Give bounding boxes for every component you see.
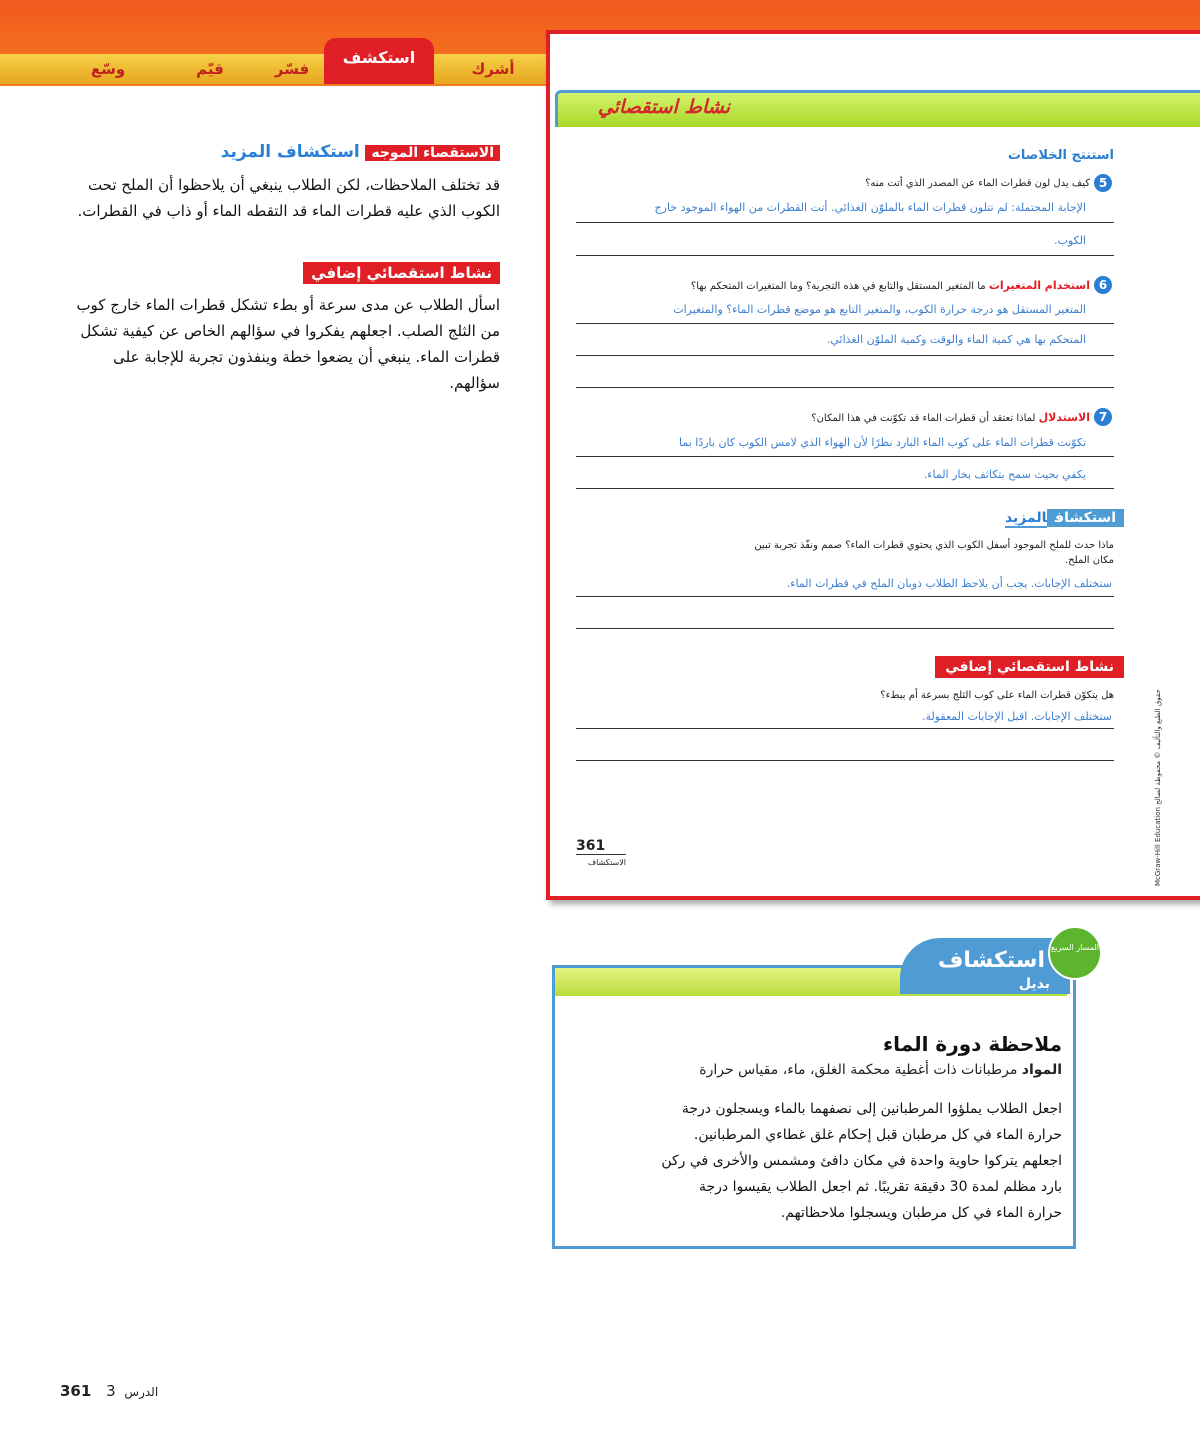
instruction-line: حرارة الماء في كل مرطبان ويسجلوا ملاحظاتهم. xyxy=(780,1205,1062,1221)
question-7-question: لماذا تعتقد أن قطرات الماء قد تكوّنت في هذا المكان؟ xyxy=(811,413,1036,424)
instruction-line: حرارة الماء في كل مرطبان قبل إحكام غلق غطاءي المرطبانين. xyxy=(693,1127,1062,1143)
fast-track-badge-text: المسار السريع xyxy=(1051,943,1099,952)
extra-activity-tag-right: نشاط استقصائي إضافي xyxy=(935,656,1124,678)
question-7-skill-label: الاستدلال xyxy=(1038,411,1090,424)
materials-text: مرطبانات ذات أغطية محكمة الغلق، ماء، مقياس حرارة xyxy=(699,1062,1018,1078)
question-5-text: كيف يدل لون قطرات الماء عن المصدر الذي أتت منه؟ xyxy=(865,178,1090,189)
materials-label: المواد xyxy=(1021,1062,1062,1078)
question-number-5: 5 xyxy=(1094,174,1112,192)
question-6-skill-label: استخدام المتغيرات xyxy=(988,279,1090,292)
left-extra-activity-tag: نشاط استقصائي إضافي xyxy=(303,262,500,284)
answer-rule xyxy=(576,456,1114,457)
answer-rule xyxy=(576,596,1114,597)
answer-rule xyxy=(576,628,1114,629)
explore-more-tag-b: المزيد xyxy=(1004,510,1047,526)
question-number-6: 6 xyxy=(1094,276,1112,294)
answer-rule xyxy=(576,222,1114,223)
conclusions-heading: استنتج الخلاصات xyxy=(1007,148,1114,163)
student-page-label: الاستكشاف xyxy=(587,858,626,867)
question-7-answer-line1: تكوّنت قطرات الماء على كوب الماء البارد نظرًا لأن الهواء الذي لامس الكوب كان باردًا بما xyxy=(679,436,1086,449)
footer xyxy=(60,1382,180,1400)
guided-inquiry-tag: الاستقصاء الموجه xyxy=(365,145,500,161)
answer-rule xyxy=(576,728,1114,729)
question-number-7: 7 xyxy=(1094,408,1112,426)
tab-extend[interactable]: وسّع xyxy=(90,60,126,78)
footer-page-number: 361 xyxy=(60,1382,92,1400)
explore-more-question-line2: مكان الملح. xyxy=(1065,555,1114,566)
tab-explain[interactable]: فسّر xyxy=(274,60,310,78)
alternative-explore-title: استكشاف xyxy=(937,948,1045,973)
explore-more-tag-a: استكشاف xyxy=(1047,509,1124,527)
student-page-number: 361 xyxy=(576,838,626,855)
tab-engage[interactable]: أشرك xyxy=(471,60,515,78)
copyright-note: McGraw-Hill Education حقوق الطبع والتأليف © محفوظة لصالح xyxy=(1154,689,1162,886)
left-paragraph-2: اسأل الطلاب عن مدى سرعة أو بطء تشكل قطرات الماء خارج كوب من الثلج الصلب. اجعلهم يفكروا في سؤالهم الخاص عن كيفية تشكل قطرات الماء. ينبغي أن يضعوا خطة وينفذون تجربة للإجابة على سؤالهم. xyxy=(76,296,500,392)
question-6-text xyxy=(600,279,1090,292)
extra-activity-answer: ستختلف الإجابات. اقبل الإجابات المعقولة. xyxy=(922,710,1112,723)
answer-rule xyxy=(576,355,1114,356)
materials-line xyxy=(570,1062,1062,1078)
answer-rule xyxy=(576,387,1114,388)
extra-activity-heading-right xyxy=(900,656,1124,678)
alternative-explore-subtitle: بديل xyxy=(1018,976,1050,992)
explore-more-answer: ستختلف الإجابات. يجب أن يلاحظ الطلاب ذوبان الملح في قطرات الماء. xyxy=(786,577,1112,590)
activity-title: نشاط استقصائي xyxy=(597,96,730,118)
question-6-question: ما المتغير المستقل والتابع في هذه التجربة؟ وما المتغيرات المتحكم بها؟ xyxy=(690,281,986,292)
left-explore-more-title: استكشاف المزيد xyxy=(220,142,360,162)
tab-evaluate[interactable]: قيّم xyxy=(196,60,224,78)
footer-lesson-label: الدرس xyxy=(124,1385,159,1399)
instruction-line: بارد مظلم لمدة 30 دقيقة تقريبًا. ثم اجعل الطلاب يقيسوا درجة xyxy=(698,1179,1062,1195)
left-explore-more-heading xyxy=(60,142,500,162)
left-extra-activity-heading xyxy=(300,262,500,284)
question-5-answer-line1: الإجابة المحتملة: لم تتلون قطرات الماء بالملوّن الغذائي. أتت القطرات من الهواء الموجود خارج xyxy=(654,201,1086,214)
explore-more-heading-right xyxy=(900,510,1124,526)
question-6-answer-line2: المتحكم بها هي كمية الماء والوقت وكمية الملوّن الغذائي. xyxy=(826,333,1086,346)
alternative-explore-heading: ملاحظة دورة الماء xyxy=(882,1032,1062,1056)
answer-rule xyxy=(576,760,1114,761)
explore-more-question-line1: ماذا حدث للملح الموجود أسفل الكوب الذي يحتوي قطرات الماء؟ صمم ونفّذ تجربة تبين xyxy=(754,540,1114,551)
footer-lesson-number: 3 xyxy=(106,1382,116,1400)
fast-track-badge xyxy=(1048,926,1102,980)
instruction-line: اجعل الطلاب يملؤوا المرطبانين إلى نصفهما بالماء ويسجلون درجة xyxy=(681,1101,1062,1117)
left-paragraph-1: قد تختلف الملاحظات، لكن الطلاب ينبغي أن يلاحظوا أن الملح تحت الكوب الذي عليه قطرات الماء قد التقطه الماء أو ذاب في القطرات. xyxy=(77,176,500,220)
extra-activity-question: هل يتكوّن قطرات الماء على كوب الثلج بسرعة أم ببطء؟ xyxy=(880,690,1114,701)
answer-rule xyxy=(576,488,1114,489)
question-6-answer-line1: المتغير المستقل هو درجة حرارة الكوب، والمتغير التابع هو موضع قطرات الماء؟ والمتغيرات xyxy=(673,303,1086,316)
answer-rule xyxy=(576,323,1114,324)
tab-explore[interactable]: استكشف xyxy=(324,38,434,84)
alternative-explore-instructions xyxy=(570,1096,1062,1226)
answer-rule xyxy=(576,255,1114,256)
question-5-answer-line2: الكوب. xyxy=(1053,234,1086,247)
instruction-line: اجعلهم يتركوا حاوية واحدة في مكان دافئ ومشمس والأخرى في ركن xyxy=(661,1153,1062,1169)
question-7-text xyxy=(640,411,1090,424)
question-7-answer-line2: يكفي بحيث سمح بتكاثف بخار الماء. xyxy=(923,468,1086,481)
